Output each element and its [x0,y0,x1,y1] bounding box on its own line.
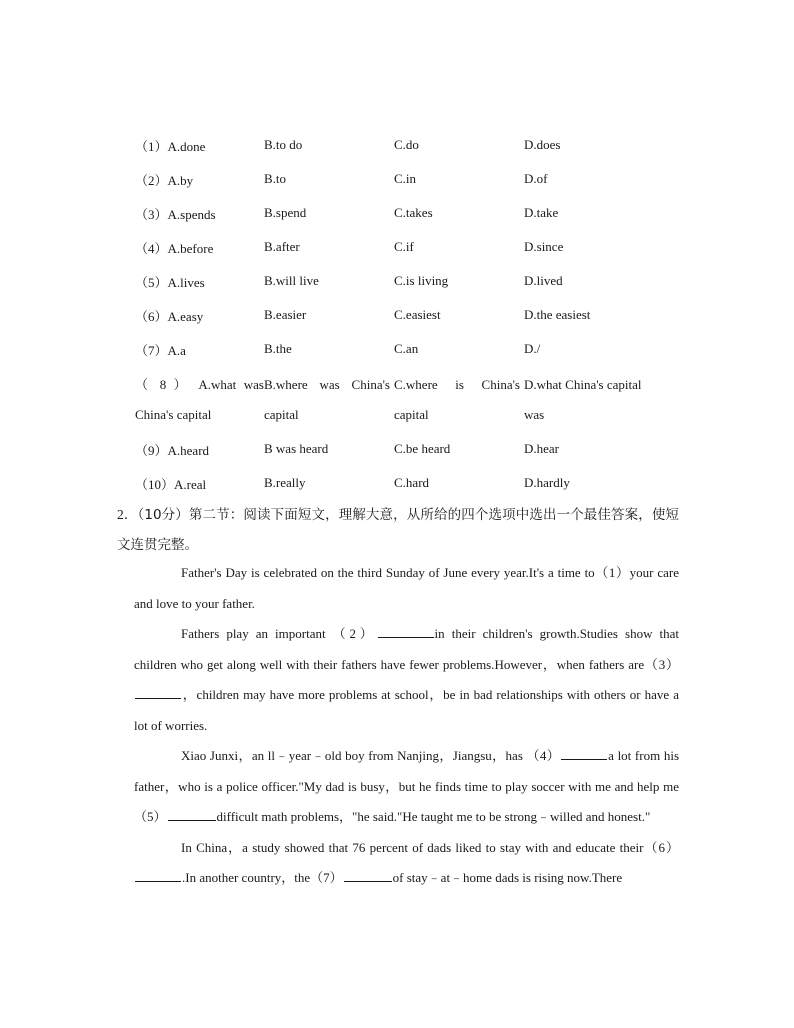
options-table [135,128,680,500]
option-c: C.if [394,239,414,254]
option-d: D.the easiest [524,307,591,322]
question-2-header [117,500,679,560]
option-row [135,298,680,332]
option-row [135,162,680,196]
option-row [135,230,680,264]
option-c: C.takes [394,205,433,220]
option-row [135,264,680,298]
option-b: B.will live [264,273,319,288]
answer-blank[interactable] [378,625,434,638]
option-row [135,466,680,500]
option-a: （7）A.a [135,342,186,358]
option-d: D.does [524,137,561,152]
answer-blank[interactable] [168,808,216,821]
option-d: D.what China's capital was [524,377,642,422]
option-c: C.do [394,137,419,152]
answer-blank[interactable] [135,869,181,882]
option-row-8 [135,366,680,432]
option-c: C.an [394,341,419,356]
option-row [135,128,680,162]
option-b: B.where was China's capital [264,377,390,422]
option-b: B.spend [264,205,307,220]
option-d: D.take [524,205,559,220]
option-b: B.after [264,239,300,254]
option-d: D.hardly [524,475,570,490]
question-number: 2． [117,507,138,522]
question-instruction: 第二节：阅读下面短文，理解大意，从所给的四个选项中选出一个最佳答案，使短文连贯完整。 [117,507,680,553]
option-a: （9）A.heard [135,442,210,458]
answer-blank[interactable] [344,869,392,882]
option-d: D.hear [524,441,560,456]
passage-paragraph-2: Fathers play an important （2） in their children's growth.Studies show that children who get along well with their fathers have fewer problems.However，when fathers are（3），children may have more problems at school，be in bad relationships with others or have a lot of worries. [134,626,680,733]
option-c: C.in [394,171,417,186]
passage-paragraph-3: Xiao Junxi，an ll﹣year﹣old boy from Nanjing，Jiangsu，has （4） a lot from his father，who is a police officer."My dad is busy，but he finds time to play soccer with me and help me （5） difficult math problems，"he said."He taught me to be strong﹣willed and honest." [134,748,680,824]
option-c: C.where is China's capital [394,377,520,422]
answer-blank[interactable] [561,747,607,760]
option-b: B.to do [264,137,303,152]
passage-paragraph-1: Father's Day is celebrated on the third Sunday of June every year.It's a time to（1）your care and love to your father. [134,565,679,611]
option-d: D.of [524,171,548,186]
option-d: D.since [524,239,564,254]
option-b: B.the [264,341,292,356]
option-b: B.easier [264,307,307,322]
passage-paragraph-4: In China，a study showed that 76 percent of dads liked to stay with and educate their（6）.In another country，the（7） of stay﹣at﹣home dads is rising now.There [134,833,679,894]
option-c: C.hard [394,475,430,490]
option-row [135,432,680,466]
option-a: （5）A.lives [135,274,205,290]
option-a: （2）A.by [135,172,194,188]
option-d: D.lived [524,273,563,288]
option-b: B.to [264,171,287,186]
option-a: （4）A.before [135,240,214,256]
option-row [135,196,680,230]
option-c: C.is living [394,273,449,288]
option-a: （ 8 ） A.what was China's capital [135,377,264,422]
question-points: （10分） [137,507,189,523]
option-a: （3）A.spends [135,206,216,222]
option-d: D./ [524,341,541,356]
answer-blank[interactable] [135,686,181,699]
option-row [135,332,680,366]
reading-passage [134,558,679,894]
option-b: B was heard [264,441,329,456]
option-c: C.easiest [394,307,441,322]
option-a: （1）A.done [135,138,206,154]
option-c: C.be heard [394,441,451,456]
option-b: B.really [264,475,306,490]
option-a: （10）A.real [135,476,207,492]
option-a: （6）A.easy [135,308,204,324]
